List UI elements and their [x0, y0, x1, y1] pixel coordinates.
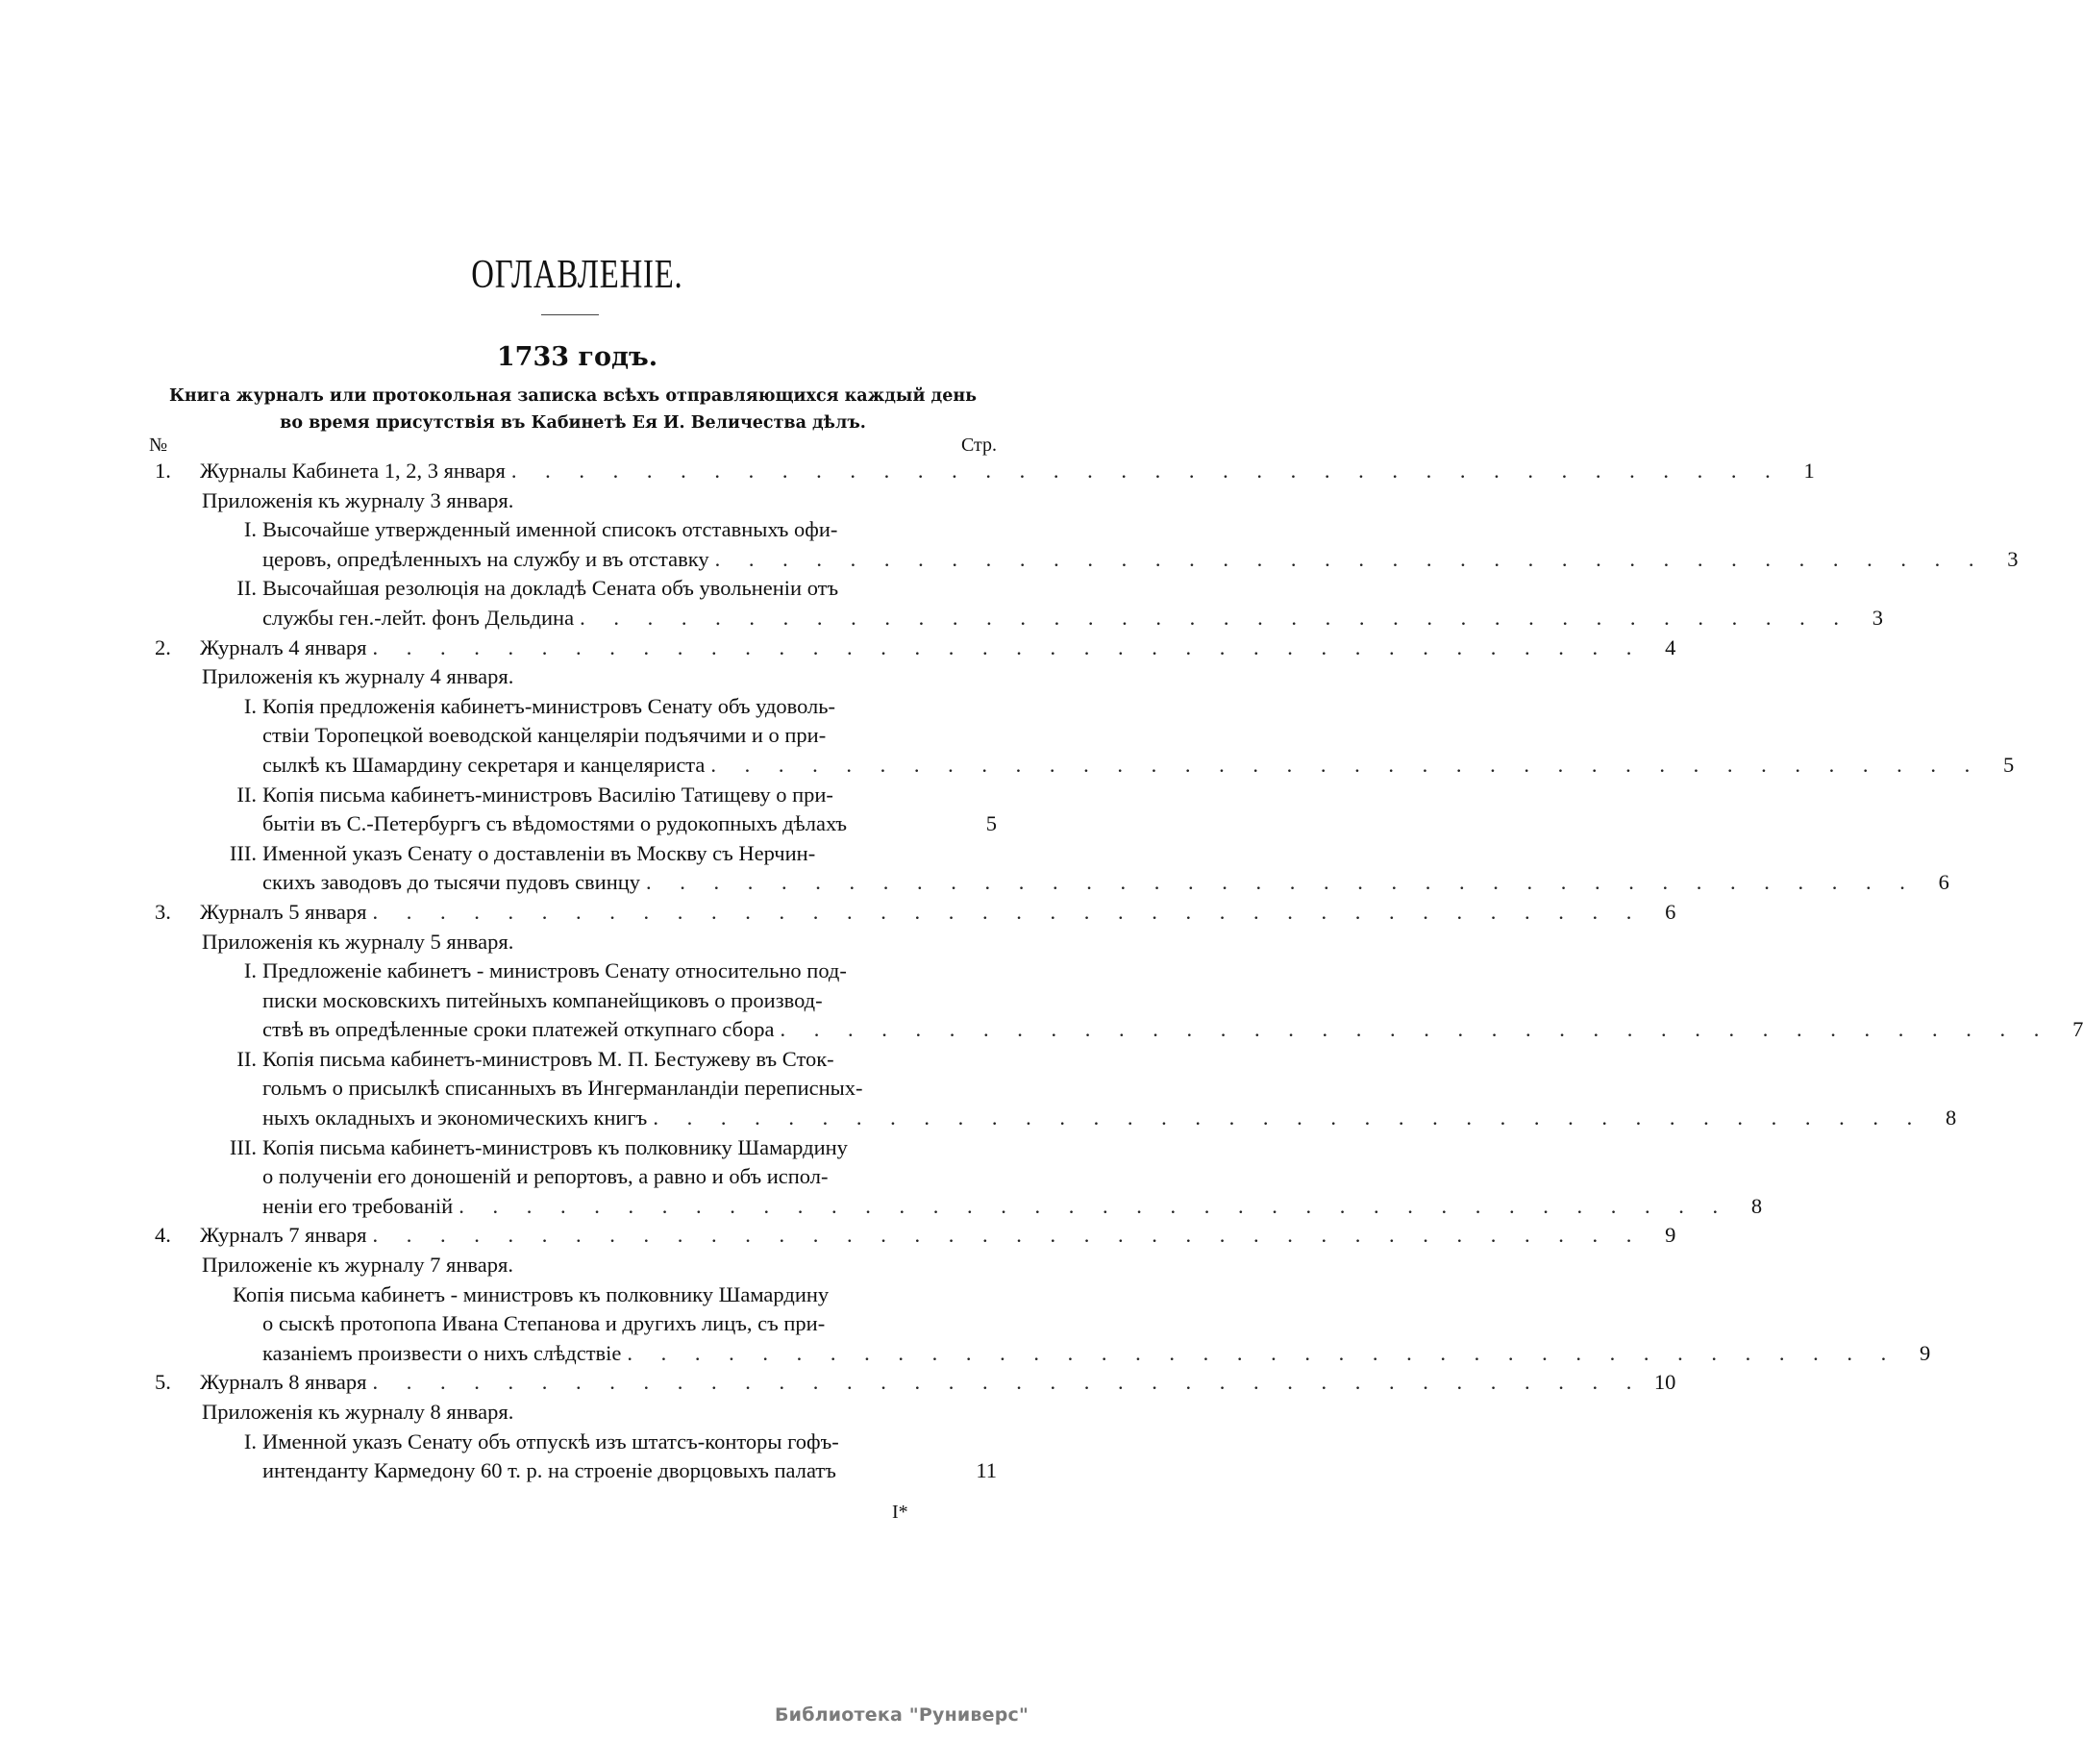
section-subtitle-line-2: во время присутствія въ Кабинетѣ Ея И. Величества дѣлъ. — [280, 413, 866, 433]
toc-line[interactable] — [149, 634, 1676, 663]
toc-line[interactable] — [149, 1251, 997, 1280]
page-number: 1 — [1803, 459, 1815, 483]
dot-leader: . . . . . . . . . . . . . . . . . . . . . . . . . . . . . . . . . . . . . . — [372, 899, 1644, 924]
entry-text: Журналъ 5 января — [200, 899, 367, 924]
appendix-numeral: III. — [229, 1134, 257, 1159]
toc-line[interactable] — [149, 868, 1949, 898]
entry-text: Журналъ 4 января — [200, 634, 367, 659]
toc-line[interactable] — [149, 1015, 2083, 1045]
toc-line[interactable] — [149, 721, 997, 751]
toc-line[interactable] — [149, 781, 997, 810]
entry-text: Копія письма кабинетъ-министровъ М. П. Бестужеву въ Сток- — [262, 1046, 834, 1071]
dot-leader: . . . . . . . . . . . . . . . . . . . . . . . . . . . . . . . . . . . . . . — [580, 605, 1850, 630]
dot-leader: . . . . . . . . . . . . . . . . . . . . . . . . . . . . . . . . . . . . . . — [627, 1340, 1898, 1365]
appendix-numeral: II. — [236, 576, 257, 601]
entry-number: 1. — [155, 459, 171, 483]
page-number: 10 — [1653, 1370, 1676, 1395]
toc-line[interactable] — [149, 1104, 1957, 1133]
entry-text: казаніемъ произвести о нихъ слѣдствіе — [262, 1340, 622, 1365]
dot-leader: . . . . . . . . . . . . . . . . . . . . . . . . . . . . . . . . . . . . . . — [710, 752, 1982, 777]
toc-line[interactable] — [149, 1309, 997, 1339]
entry-text: бытіи въ С.-Петербургъ съ вѣдомостями о рудокопныхъ дѣлахъ — [262, 811, 847, 836]
entry-text: Журналъ 8 января — [200, 1370, 367, 1395]
entry-number: 2. — [155, 634, 171, 659]
entry-text: интенданту Кармедону 60 т. р. на строеніе дворцовыхъ палатъ — [262, 1458, 836, 1483]
toc-line[interactable] — [149, 662, 997, 692]
entry-text: Копія предложенія кабинетъ-министровъ Сенату объ удоволь- — [262, 693, 836, 718]
appendix-numeral: I. — [243, 1429, 257, 1453]
entry-text: Приложенія къ журналу 4 января. — [202, 664, 514, 689]
entry-text: сылкѣ къ Шамардину секретаря и канцеляриста — [262, 752, 706, 777]
entry-text: Журналы Кабинета 1, 2, 3 января — [200, 459, 506, 483]
entry-text: Копія письма кабинетъ - министровъ къ полковнику Шамардину — [233, 1281, 830, 1306]
page-number: 4 — [1665, 634, 1676, 659]
library-watermark: Библиотека "Руниверс" — [775, 1704, 1029, 1726]
appendix-numeral: I. — [243, 517, 257, 542]
entry-text: Копія письма кабинетъ-министровъ Василію Татищеву о при- — [262, 782, 833, 807]
page-number: 3 — [2007, 546, 2019, 571]
entry-text: Предложеніе кабинетъ - министровъ Сенату относительно под- — [262, 958, 847, 983]
toc-line[interactable] — [149, 1280, 997, 1310]
toc-line[interactable] — [149, 457, 1815, 486]
entry-text: Приложенія къ журналу 8 января. — [202, 1400, 514, 1424]
toc-line[interactable] — [149, 986, 997, 1016]
toc-line[interactable] — [149, 1368, 1676, 1398]
toc-line[interactable] — [149, 928, 997, 957]
entry-text: Журналъ 7 января — [200, 1223, 367, 1248]
toc-line[interactable] — [149, 1045, 997, 1075]
title-divider — [541, 314, 599, 315]
dot-leader: . . . . . . . . . . . . . . . . . . . . . . . . . . . . . . . . . . . . . . — [714, 546, 1986, 571]
entry-text: Именной указъ Сенату о доставленіи въ Москву съ Нерчин- — [262, 840, 816, 865]
appendix-numeral: I. — [243, 693, 257, 718]
toc-line[interactable] — [149, 604, 1883, 634]
entry-text: ныхъ окладныхъ и экономическихъ книгъ — [262, 1106, 648, 1130]
toc-line[interactable] — [149, 545, 2019, 575]
entry-text: неніи его требованій — [262, 1193, 454, 1218]
toc-line[interactable] — [149, 486, 997, 516]
entry-number: 5. — [155, 1370, 171, 1395]
toc-line[interactable] — [149, 1339, 1931, 1369]
dot-leader: . . . . . . . . . . . . . . . . . . . . . . . . . . . . . . . . . . . . . . — [510, 459, 1782, 483]
page-number: 11 — [976, 1458, 997, 1483]
appendix-numeral: II. — [236, 1046, 257, 1071]
entry-text: о полученіи его доношеній и репортовъ, а равно и объ испол- — [262, 1164, 829, 1189]
toc-line[interactable] — [149, 1074, 997, 1104]
toc-line[interactable] — [149, 898, 1676, 928]
page-number: 3 — [1872, 605, 1883, 630]
dot-leader: . . . . . . . . . . . . . . . . . . . . . . . . . . . . . . . . . . . . . . — [372, 1223, 1644, 1248]
page-number: 8 — [1750, 1193, 1763, 1218]
dot-leader: . . . . . . . . . . . . . . . . . . . . . . . . . . . . . . . . . . . . . . — [646, 870, 1917, 895]
entry-text: ствіи Торопецкой воеводской канцеляріи подъячими и о при- — [262, 723, 827, 748]
entry-text: Копія письма кабинетъ-министровъ къ полковнику Шамардину — [262, 1134, 848, 1159]
entry-text: писки московскихъ питейныхъ компанейщиковъ о производ- — [262, 987, 823, 1012]
entry-text: о сыскѣ протопопа Ивана Степанова и другихъ лицъ, съ при- — [262, 1311, 826, 1336]
page-number: 6 — [1938, 870, 1949, 895]
entry-text: скихъ заводовъ до тысячи пудовъ свинцу — [262, 870, 641, 895]
page-signature: I* — [892, 1502, 908, 1523]
toc-line[interactable] — [149, 1398, 997, 1428]
table-of-contents — [149, 457, 2083, 1486]
entry-text: Приложенія къ журналу 3 января. — [202, 487, 514, 512]
entry-text: службы ген.-лейт. фонъ Дельдина — [262, 605, 575, 630]
number-column-header: № — [149, 435, 168, 456]
page-number: 9 — [1920, 1340, 1931, 1365]
page-number: 5 — [2003, 752, 2015, 777]
appendix-numeral: I. — [243, 958, 257, 983]
toc-line[interactable] — [149, 1192, 1763, 1222]
dot-leader: . . . . . . . . . . . . . . . . . . . . . . . . . . . . . . . . . . . . . . — [372, 1370, 1644, 1395]
year-heading: 1733 годъ. — [496, 342, 658, 372]
dot-leader: . . . . . . . . . . . . . . . . . . . . . . . . . . . . . . . . . . . . . . — [653, 1106, 1924, 1130]
page-column-header: Стр. — [960, 435, 997, 456]
toc-line[interactable] — [149, 957, 997, 986]
entry-text: гольмъ о присылкѣ списанныхъ въ Ингерманландіи переписных- — [262, 1076, 863, 1101]
dot-leader: . . . . . . . . . . . . . . . . . . . . . . . . . . . . . . . . . . . . . . — [780, 1017, 2051, 1042]
toc-line[interactable] — [149, 1221, 1676, 1251]
toc-line[interactable] — [149, 1133, 997, 1163]
toc-line[interactable] — [149, 515, 997, 545]
entry-text: Высочайшая резолюція на докладѣ Сената объ увольненіи отъ — [262, 576, 839, 601]
entry-number: 4. — [155, 1223, 171, 1248]
entry-text: Высочайше утвержденный именной списокъ отставныхъ офи- — [262, 517, 838, 542]
entry-text: Приложеніе къ журналу 7 января. — [202, 1253, 513, 1278]
toc-line[interactable] — [149, 839, 997, 869]
entry-text: Именной указъ Сенату объ отпускѣ изъ штатсъ-конторы гофъ- — [262, 1429, 839, 1453]
toc-line[interactable] — [149, 1456, 997, 1486]
entry-text: Приложенія къ журналу 5 января. — [202, 929, 514, 954]
entry-text: ствѣ въ опредѣленные сроки платежей откупнаго сбора — [262, 1017, 775, 1042]
page-number: 7 — [2072, 1017, 2083, 1042]
page-number: 9 — [1665, 1223, 1676, 1248]
toc-line[interactable] — [149, 751, 2015, 781]
entry-text: церовъ, опредѣленныхъ на службу и въ отставку — [262, 546, 709, 571]
toc-line[interactable] — [149, 574, 997, 604]
entry-number: 3. — [155, 899, 171, 924]
page-number: 6 — [1665, 899, 1676, 924]
appendix-numeral: II. — [236, 782, 257, 807]
toc-line[interactable] — [149, 809, 997, 839]
dot-leader: . . . . . . . . . . . . . . . . . . . . . . . . . . . . . . . . . . . . . . — [459, 1193, 1730, 1218]
page-title: ОГЛАВЛЕНІЕ. — [471, 253, 683, 297]
page-number: 8 — [1945, 1106, 1957, 1130]
toc-line[interactable] — [149, 692, 997, 722]
toc-line[interactable] — [149, 1162, 997, 1192]
dot-leader: . . . . . . . . . . . . . . . . . . . . . . . . . . . . . . . . . . . . . . — [372, 634, 1644, 659]
section-subtitle-line-1: Книга журналъ или протокольная записка всѣхъ отправляющихся каждый день — [168, 386, 978, 406]
toc-line[interactable] — [149, 1428, 997, 1457]
appendix-numeral: III. — [229, 840, 257, 865]
page-number: 5 — [985, 811, 997, 836]
